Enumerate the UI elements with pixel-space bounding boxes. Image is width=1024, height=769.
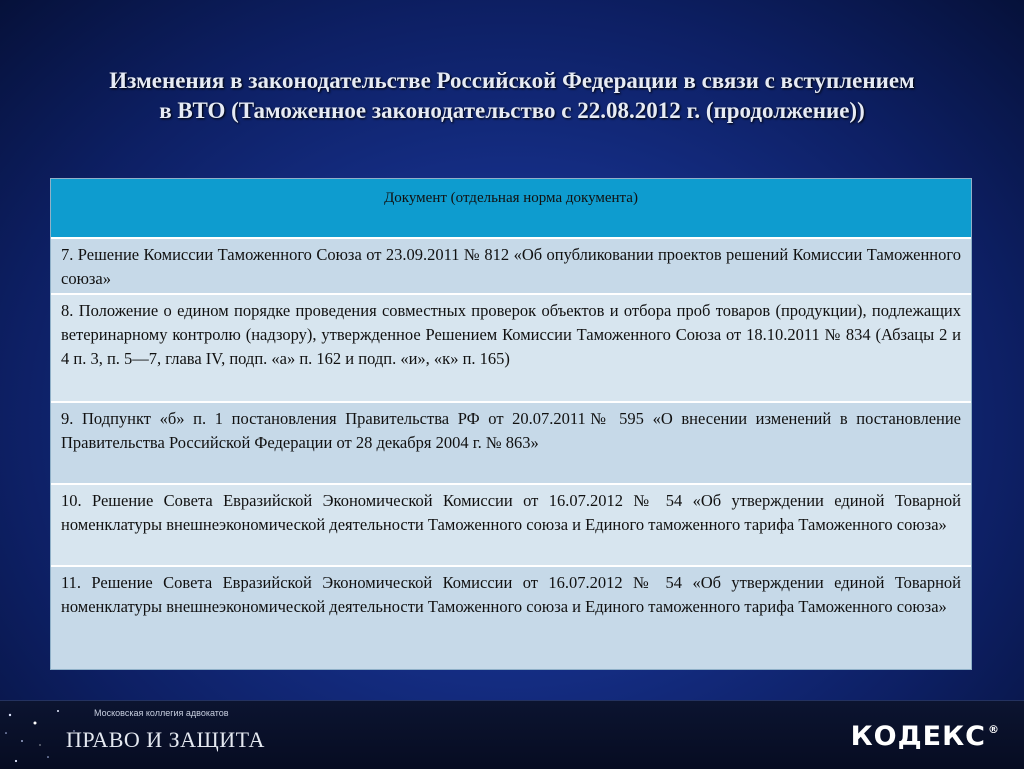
table-row-text: 8. Положение о едином порядке проведения совместных проверок объектов и отбора проб товаров (продукции), подлежащих ветеринарному контролю (надзору), утвержденное Решением Комиссии Таможенного Союза от 18.10.2011 № 834 (Абзацы 2 и 4 п. 3, п. 5—7, глава IV, подп. «а» п. 162 и подп. «и», «к» п. 165) <box>61 301 961 368</box>
table-row <box>51 401 971 483</box>
table-row <box>51 237 971 293</box>
kodeks-logo <box>851 721 1000 752</box>
table-header <box>51 179 971 237</box>
table-row-text: 10. Решение Совета Евразийской Экономической Комиссии от 16.07.2012 № 54 «Об утверждении единой Товарной номенклатуры внешнеэкономической деятельности Таможенного союза и Единого таможенного тарифа Таможенного союза» <box>61 491 961 534</box>
footer-bar <box>0 700 1024 769</box>
slide-title-line-2: в ВТО (Таможенное законодательство с 22.08.2012 г. (продолжение)) <box>159 98 865 123</box>
documents-table <box>50 178 972 670</box>
table-row-text: 9. Подпункт «б» п. 1 постановления Правительства РФ от 20.07.2011№ 595 «О внесении изменений в постановление Правительства Российской Федерации от 28 декабря 2004 г. № 863» <box>61 409 961 452</box>
slide-title-line-1: Изменения в законодательстве Российской Федерации в связи с вступлением <box>109 68 915 93</box>
table-row <box>51 565 971 669</box>
table-row <box>51 483 971 565</box>
footer-organization-name: ПРАВО И ЗАЩИТА <box>66 727 265 752</box>
kodeks-logo-text: КОДЕКС <box>850 721 986 752</box>
table-header-label: Документ (отдельная норма документа) <box>384 190 638 206</box>
footer-subtitle: Московская коллегия адвокатов <box>94 708 229 718</box>
slide-title <box>40 66 984 126</box>
table-row <box>51 293 971 401</box>
registered-mark: ® <box>988 723 1000 736</box>
table-row-text: 11. Решение Совета Евразийской Экономической Комиссии от 16.07.2012 № 54 «Об утверждении единой Товарной номенклатуры внешнеэкономической деятельности Таможенного союза и Единого таможенного тарифа Таможенного союза» <box>61 573 961 616</box>
table-row-text: 7. Решение Комиссии Таможенного Союза от 23.09.2011 № 812 «Об опубликовании проектов решений Комиссии Таможенного союза» <box>61 245 961 288</box>
